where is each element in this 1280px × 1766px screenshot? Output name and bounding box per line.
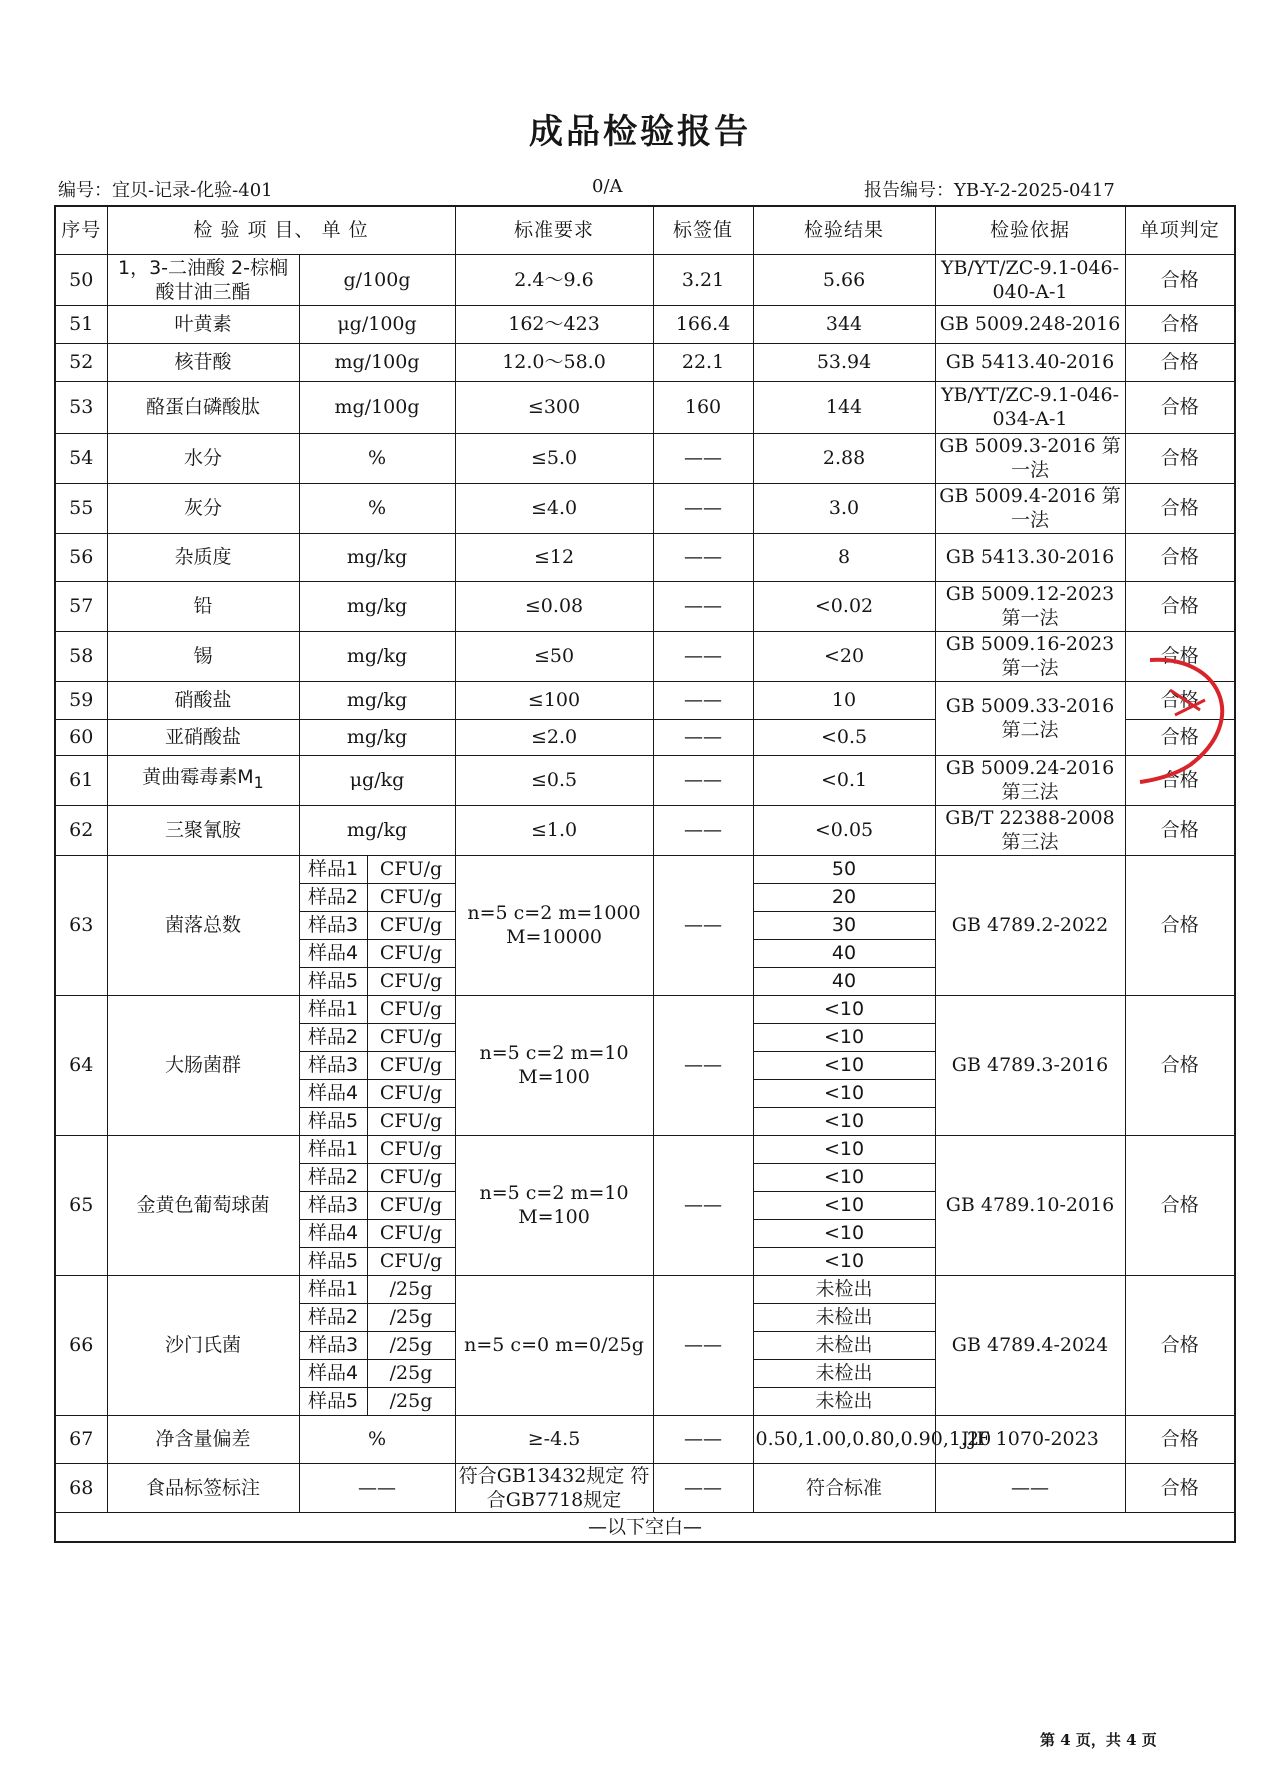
table-row: [55, 1512, 1235, 1542]
table-row: [55, 681, 1235, 719]
cell-no: 68: [55, 1463, 107, 1512]
cell-sample: 样品5: [299, 1107, 367, 1135]
cell-basis: GB 5009.248-2016: [935, 305, 1125, 343]
cell-label-value: ——: [653, 631, 753, 681]
cell-label-value: ——: [653, 719, 753, 755]
cell-result: 符合标准: [753, 1463, 935, 1512]
cell-no: 66: [55, 1275, 107, 1415]
cell-sample: 样品4: [299, 1359, 367, 1387]
cell-result: 未检出: [753, 1331, 935, 1359]
cell-label-value: ——: [653, 533, 753, 581]
table-row: [55, 381, 1235, 433]
cell-result: 8: [753, 533, 935, 581]
cell-sample: 样品2: [299, 883, 367, 911]
cell-judgement: 合格: [1125, 1463, 1235, 1512]
cell-standard: ≤300: [455, 381, 653, 433]
cell-standard: n=5 c=2 m=10 M=100: [455, 1135, 653, 1275]
item-name: 黄曲霉毒素M: [142, 766, 254, 789]
cell-sample-unit: CFU/g: [367, 1079, 455, 1107]
cell-basis: GB 4789.4-2024: [935, 1275, 1125, 1415]
table-row: [55, 855, 1235, 883]
cell-sample: 样品2: [299, 1163, 367, 1191]
cell-basis: GB/T 22388-2008 第三法: [935, 805, 1125, 855]
header-result: 检验结果: [753, 206, 935, 254]
cell-judgement: 合格: [1125, 533, 1235, 581]
cell-basis: GB 5009.3-2016 第一法: [935, 433, 1125, 483]
table-row: [55, 483, 1235, 533]
cell-result: 10: [753, 681, 935, 719]
cell-result: 3.0: [753, 483, 935, 533]
cell-unit: mg/100g: [299, 381, 455, 433]
cell-sample: 样品4: [299, 1079, 367, 1107]
page-number: 第 4 页，共 4 页: [1040, 1731, 1157, 1749]
cell-sample: 样品2: [299, 1303, 367, 1331]
cell-sample: 样品3: [299, 911, 367, 939]
cell-sample: 样品3: [299, 1051, 367, 1079]
cell-label-value: ——: [653, 483, 753, 533]
cell-result: 50: [753, 855, 935, 883]
cell-no: 52: [55, 343, 107, 381]
cell-no: 58: [55, 631, 107, 681]
cell-result: <10: [753, 1107, 935, 1135]
cell-result: 2.88: [753, 433, 935, 483]
blank-remainder: —以下空白—: [55, 1512, 1235, 1542]
cell-basis: YB/YT/ZC-9.1-046-034-A-1: [935, 381, 1125, 433]
cell-standard: ≤1.0: [455, 805, 653, 855]
cell-label-value: ——: [653, 755, 753, 805]
cell-judgement: 合格: [1125, 1275, 1235, 1415]
cell-sample: 样品5: [299, 1387, 367, 1415]
cell-standard: ≥-4.5: [455, 1415, 653, 1463]
cell-unit: mg/kg: [299, 533, 455, 581]
cell-unit: %: [299, 433, 455, 483]
cell-unit: mg/kg: [299, 681, 455, 719]
cell-item: 硝酸盐: [107, 681, 299, 719]
cell-item: 铅: [107, 581, 299, 631]
cell-sample-unit: CFU/g: [367, 911, 455, 939]
cell-label-value: ——: [653, 1275, 753, 1415]
cell-standard: ≤5.0: [455, 433, 653, 483]
cell-result: <10: [753, 1023, 935, 1051]
cell-item: 三聚氰胺: [107, 805, 299, 855]
cell-result: <10: [753, 1163, 935, 1191]
cell-item: 叶黄素: [107, 305, 299, 343]
cell-sample-unit: CFU/g: [367, 855, 455, 883]
cell-sample-unit: /25g: [367, 1359, 455, 1387]
cell-sample: 样品5: [299, 1247, 367, 1275]
cell-basis: GB 5009.33-2016 第二法: [935, 681, 1125, 755]
cell-standard: ≤0.5: [455, 755, 653, 805]
cell-item: 酪蛋白磷酸肽: [107, 381, 299, 433]
cell-no: 61: [55, 755, 107, 805]
cell-unit: g/100g: [299, 254, 455, 305]
cell-sample: 样品1: [299, 855, 367, 883]
cell-result: <10: [753, 1191, 935, 1219]
cell-no: 59: [55, 681, 107, 719]
cell-item: 杂质度: [107, 533, 299, 581]
cell-sample-unit: CFU/g: [367, 1023, 455, 1051]
cell-sample-unit: /25g: [367, 1275, 455, 1303]
cell-result: 5.66: [753, 254, 935, 305]
cell-standard: n=5 c=0 m=0/25g: [455, 1275, 653, 1415]
cell-judgement: 合格: [1125, 805, 1235, 855]
cell-judgement: 合格: [1125, 855, 1235, 995]
cell-sample: 样品5: [299, 967, 367, 995]
table-row: [55, 805, 1235, 855]
cell-sample-unit: CFU/g: [367, 1247, 455, 1275]
cell-result: <10: [753, 1247, 935, 1275]
cell-label-value: ——: [653, 1135, 753, 1275]
cell-no: 62: [55, 805, 107, 855]
cell-sample: 样品1: [299, 995, 367, 1023]
cell-result: 344: [753, 305, 935, 343]
header-item: 检 验 项 目、 单 位: [107, 206, 455, 254]
cell-item: 大肠菌群: [107, 995, 299, 1135]
cell-label-value: ——: [653, 1415, 753, 1463]
header-basis: 检验依据: [935, 206, 1125, 254]
cell-judgement: 合格: [1125, 1135, 1235, 1275]
cell-sample-unit: CFU/g: [367, 1135, 455, 1163]
cell-basis: GB 5009.4-2016 第一法: [935, 483, 1125, 533]
cell-label-value: ——: [653, 855, 753, 995]
cell-result: 20: [753, 883, 935, 911]
cell-standard: ≤0.08: [455, 581, 653, 631]
cell-unit: mg/kg: [299, 805, 455, 855]
cell-unit: μg/kg: [299, 755, 455, 805]
cell-judgement: 合格: [1125, 755, 1235, 805]
cell-sample: 样品4: [299, 1219, 367, 1247]
cell-sample-unit: CFU/g: [367, 939, 455, 967]
cell-sample-unit: CFU/g: [367, 1191, 455, 1219]
cell-sample-unit: CFU/g: [367, 1219, 455, 1247]
cell-judgement: 合格: [1125, 719, 1235, 755]
cell-result: 53.94: [753, 343, 935, 381]
cell-basis: GB 5009.24-2016 第三法: [935, 755, 1125, 805]
cell-judgement: 合格: [1125, 433, 1235, 483]
cell-sample-unit: CFU/g: [367, 967, 455, 995]
cell-sample: 样品1: [299, 1135, 367, 1163]
cell-item: 沙门氏菌: [107, 1275, 299, 1415]
cell-standard: 162～423: [455, 305, 653, 343]
cell-item: 菌落总数: [107, 855, 299, 995]
cell-item: 亚硝酸盐: [107, 719, 299, 755]
cell-result: <10: [753, 1051, 935, 1079]
cell-sample: 样品4: [299, 939, 367, 967]
cell-unit: ——: [299, 1463, 455, 1512]
cell-judgement: 合格: [1125, 995, 1235, 1135]
cell-standard: ≤12: [455, 533, 653, 581]
cell-no: 54: [55, 433, 107, 483]
cell-item: 净含量偏差: [107, 1415, 299, 1463]
cell-label-value: 160: [653, 381, 753, 433]
cell-standard: ≤100: [455, 681, 653, 719]
report-number: 报告编号：YB-Y-2-2025-0417: [864, 180, 1115, 201]
table-row: [55, 305, 1235, 343]
cell-label-value: ——: [653, 805, 753, 855]
cell-sample-unit: CFU/g: [367, 883, 455, 911]
cell-standard: n=5 c=2 m=1000 M=10000: [455, 855, 653, 995]
cell-basis: GB 5413.30-2016: [935, 533, 1125, 581]
red-stamp-mark: [1130, 640, 1250, 790]
item-subscript: 1: [253, 772, 264, 792]
cell-label-value: ——: [653, 581, 753, 631]
cell-unit: mg/kg: [299, 719, 455, 755]
cell-standard: n=5 c=2 m=10 M=100: [455, 995, 653, 1135]
cell-label-value: 3.21: [653, 254, 753, 305]
cell-no: 65: [55, 1135, 107, 1275]
cell-label-value: ——: [653, 1463, 753, 1512]
cell-no: 55: [55, 483, 107, 533]
cell-sample-unit: CFU/g: [367, 995, 455, 1023]
cell-result: 144: [753, 381, 935, 433]
cell-basis: JJF 1070-2023: [935, 1415, 1125, 1463]
cell-no: 64: [55, 995, 107, 1135]
cell-item: [107, 755, 299, 805]
cell-sample: 样品2: [299, 1023, 367, 1051]
cell-result: 未检出: [753, 1387, 935, 1415]
table-row: [55, 755, 1235, 805]
cell-unit: mg/kg: [299, 631, 455, 681]
table-row: [55, 433, 1235, 483]
cell-judgement: 合格: [1125, 305, 1235, 343]
cell-result: <0.1: [753, 755, 935, 805]
cell-result: <10: [753, 1219, 935, 1247]
cell-sample-unit: CFU/g: [367, 1163, 455, 1191]
cell-judgement: 合格: [1125, 681, 1235, 719]
cell-unit: mg/kg: [299, 581, 455, 631]
cell-no: 67: [55, 1415, 107, 1463]
cell-item: 金黄色葡萄球菌: [107, 1135, 299, 1275]
header-judgement: 单项判定: [1125, 206, 1235, 254]
header-label: 标签值: [653, 206, 753, 254]
table-row: [55, 254, 1235, 305]
cell-basis: GB 5413.40-2016: [935, 343, 1125, 381]
header-standard: 标准要求: [455, 206, 653, 254]
cell-basis: GB 5009.16-2023 第一法: [935, 631, 1125, 681]
cell-result: 未检出: [753, 1303, 935, 1331]
cell-unit: mg/100g: [299, 343, 455, 381]
cell-sample: 样品3: [299, 1331, 367, 1359]
cell-basis: GB 5009.12-2023 第一法: [935, 581, 1125, 631]
cell-sample: 样品3: [299, 1191, 367, 1219]
table-row: [55, 206, 1235, 254]
cell-unit: μg/100g: [299, 305, 455, 343]
table-row: [55, 1135, 1235, 1163]
cell-sample-unit: /25g: [367, 1303, 455, 1331]
cell-standard: ≤4.0: [455, 483, 653, 533]
cell-judgement: 合格: [1125, 581, 1235, 631]
cell-item: 核苷酸: [107, 343, 299, 381]
table-row: [55, 1415, 1235, 1463]
cell-result: <20: [753, 631, 935, 681]
cell-judgement: 合格: [1125, 254, 1235, 305]
cell-result: 未检出: [753, 1275, 935, 1303]
cell-judgement: 合格: [1125, 1415, 1235, 1463]
cell-standard: 12.0～58.0: [455, 343, 653, 381]
cell-label-value: ——: [653, 433, 753, 483]
cell-sample-unit: /25g: [367, 1331, 455, 1359]
cell-result: <10: [753, 1079, 935, 1107]
cell-basis: YB/YT/ZC-9.1-046-040-A-1: [935, 254, 1125, 305]
cell-label-value: ——: [653, 995, 753, 1135]
cell-no: 63: [55, 855, 107, 995]
cell-judgement: 合格: [1125, 631, 1235, 681]
cell-item: 1，3-二油酸 2-棕榈酸甘油三酯: [107, 254, 299, 305]
cell-judgement: 合格: [1125, 343, 1235, 381]
cell-unit: %: [299, 1415, 455, 1463]
cell-judgement: 合格: [1125, 483, 1235, 533]
cell-sample: 样品1: [299, 1275, 367, 1303]
table-row: [55, 995, 1235, 1023]
table-row: [55, 533, 1235, 581]
cell-no: 57: [55, 581, 107, 631]
cell-standard: ≤2.0: [455, 719, 653, 755]
cell-sample-unit: CFU/g: [367, 1051, 455, 1079]
cell-judgement: 合格: [1125, 381, 1235, 433]
cell-label-value: 166.4: [653, 305, 753, 343]
cell-basis: GB 4789.2-2022: [935, 855, 1125, 995]
cell-result: 0.50,1.00,0.80,0.90,1.20: [753, 1415, 935, 1463]
cell-item: 食品标签标注: [107, 1463, 299, 1512]
cell-basis: ——: [935, 1463, 1125, 1512]
cell-result: 40: [753, 939, 935, 967]
table-row: [55, 1275, 1235, 1303]
table-row: [55, 631, 1235, 681]
cell-sample-unit: CFU/g: [367, 1107, 455, 1135]
cell-no: 53: [55, 381, 107, 433]
cell-item: 灰分: [107, 483, 299, 533]
cell-result: 30: [753, 911, 935, 939]
cell-item: 水分: [107, 433, 299, 483]
cell-standard: 2.4～9.6: [455, 254, 653, 305]
cell-no: 56: [55, 533, 107, 581]
cell-label-value: ——: [653, 681, 753, 719]
inspection-table: [54, 205, 1236, 1543]
cell-basis: GB 4789.3-2016: [935, 995, 1125, 1135]
cell-result: <10: [753, 1135, 935, 1163]
cell-standard: 符合GB13432规定 符合GB7718规定: [455, 1463, 653, 1512]
cell-no: 51: [55, 305, 107, 343]
table-row: [55, 581, 1235, 631]
cell-unit: %: [299, 483, 455, 533]
table-row: [55, 343, 1235, 381]
cell-no: 60: [55, 719, 107, 755]
cell-result: <0.02: [753, 581, 935, 631]
cell-result: <0.5: [753, 719, 935, 755]
cell-standard: ≤50: [455, 631, 653, 681]
cell-no: 50: [55, 254, 107, 305]
version-code: 0/A: [592, 176, 623, 197]
cell-result: 未检出: [753, 1359, 935, 1387]
report-title: 成品检验报告: [529, 112, 751, 152]
cell-label-value: 22.1: [653, 343, 753, 381]
cell-result: 40: [753, 967, 935, 995]
cell-basis: GB 4789.10-2016: [935, 1135, 1125, 1275]
table-row: [55, 1463, 1235, 1512]
cell-result: <10: [753, 995, 935, 1023]
cell-sample-unit: /25g: [367, 1387, 455, 1415]
record-code: 编号：宜贝-记录-化验-401: [58, 180, 273, 201]
cell-result: <0.05: [753, 805, 935, 855]
cell-item: 锡: [107, 631, 299, 681]
header-no: 序号: [55, 206, 107, 254]
